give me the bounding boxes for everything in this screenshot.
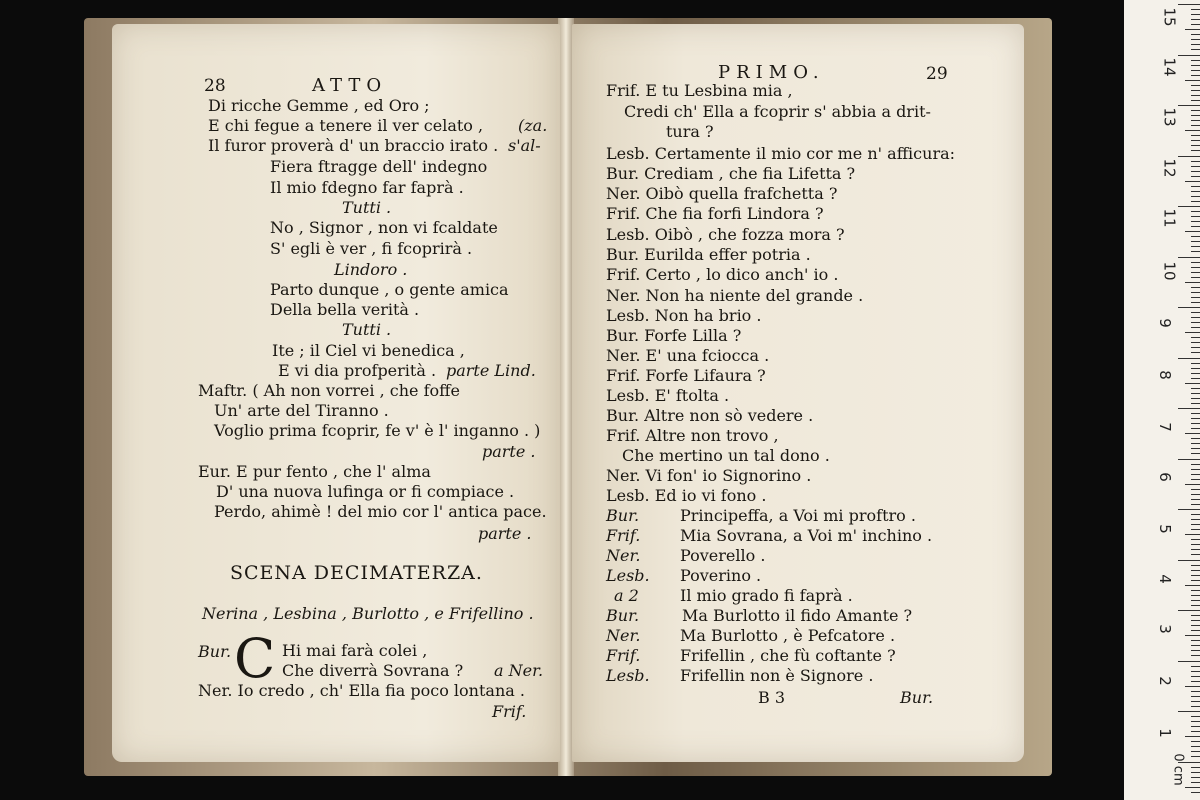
text-line: Credi ch' Ella a fcoprir s' abbia a drit-	[624, 102, 931, 121]
ruler-tick	[1191, 549, 1200, 550]
ruler-tick	[1178, 509, 1200, 510]
ruler-tick	[1191, 691, 1200, 692]
ruler-tick	[1178, 560, 1200, 561]
ruler-number: 8	[1155, 370, 1174, 380]
ruler-tick	[1191, 751, 1200, 752]
ruler-tick	[1191, 110, 1200, 111]
text-line: E chi fegue a tenere il ver celato ,	[208, 116, 484, 135]
ruler-tick	[1178, 408, 1200, 409]
ruler-tick	[1191, 363, 1200, 364]
ruler-tick	[1191, 741, 1200, 742]
ruler-tick	[1191, 681, 1200, 682]
ruler-tick	[1191, 418, 1200, 419]
text-line: Il furor proverà d' un braccio irato .	[208, 136, 499, 155]
ruler-tick	[1178, 711, 1200, 712]
ruler-tick	[1191, 393, 1200, 394]
ruler-tick	[1191, 135, 1200, 136]
ruler-tick	[1191, 44, 1200, 45]
text-line: S' egli è ver , fi fcoprirà .	[270, 239, 473, 258]
ruler-tick	[1191, 70, 1200, 71]
text-line: Ner. E' una fciocca .	[606, 346, 770, 365]
ruler-tick	[1191, 726, 1200, 727]
ruler-tick	[1191, 337, 1200, 338]
text-line: Lesb. Ed io vi fono .	[606, 486, 767, 505]
text-line: tura ?	[666, 122, 714, 141]
ruler-tick	[1191, 246, 1200, 247]
speaker-label: Frif.	[606, 526, 641, 545]
ruler-tick	[1191, 191, 1200, 192]
text-line: Ner. Oibò quella frafchetta ?	[606, 184, 838, 203]
speaker-text: Ma Burlotto il fido Amante ?	[682, 606, 913, 625]
speaker-label: Bur.	[606, 506, 640, 525]
text-line: D' una nuova lufinga or fi compiace .	[216, 482, 515, 501]
ruler-tick	[1191, 575, 1200, 576]
left-running-head: ATTO	[312, 75, 388, 96]
signature-mark: B 3	[758, 688, 786, 707]
ruler-tick	[1191, 287, 1200, 288]
ruler-tick	[1191, 570, 1200, 571]
text-line: Bur. Eurilda effer potria .	[606, 245, 811, 264]
ruler-tick	[1191, 211, 1200, 212]
ruler-tick	[1178, 257, 1200, 258]
text-line: Ner. Vi fon' io Signorino .	[606, 466, 812, 485]
right-running-head: PRIMO.	[718, 62, 825, 83]
left-page-number: 28	[204, 76, 226, 96]
ruler-tick	[1185, 29, 1200, 30]
text-line: Lesb. Certamente il mio cor me n' afficura:	[606, 144, 956, 163]
ruler-tick	[1191, 85, 1200, 86]
ruler-tick	[1191, 423, 1200, 424]
ruler-tick	[1191, 19, 1200, 20]
ruler-tick	[1191, 277, 1200, 278]
ruler-tick	[1191, 721, 1200, 722]
ruler-tick	[1191, 413, 1200, 414]
text-line: Ner. Non ha niente del grande .	[606, 286, 864, 305]
speaker-label: Lindoro .	[334, 260, 408, 279]
ruler-tick	[1191, 241, 1200, 242]
speaker-text: Mia Sovrana, a Voi m' inchino .	[680, 526, 933, 545]
text-line: Il mio fdegno far faprà .	[270, 178, 464, 197]
catchword: Bur.	[900, 688, 934, 707]
ruler-tick	[1178, 55, 1200, 56]
ruler-tick	[1191, 373, 1200, 374]
ruler-tick	[1191, 756, 1200, 757]
text-line: Della bella verità .	[270, 300, 420, 319]
ruler-tick	[1178, 358, 1200, 359]
ruler-tick	[1178, 206, 1200, 207]
text-line: E vi dia profperità .	[278, 361, 437, 380]
ruler-tick	[1191, 782, 1200, 783]
text-line: Ite ; il Ciel vi benedica ,	[272, 341, 465, 360]
ruler-tick	[1185, 484, 1200, 485]
ruler-tick	[1178, 4, 1200, 5]
ruler-tick	[1191, 267, 1200, 268]
ruler-tick	[1191, 428, 1200, 429]
ruler-tick	[1185, 534, 1200, 535]
ruler-tick	[1191, 221, 1200, 222]
text-line: Frif. Forfe Lifaura ?	[606, 366, 766, 385]
ruler-tick	[1178, 610, 1200, 611]
ruler-tick	[1191, 590, 1200, 591]
ruler-tick	[1191, 792, 1200, 793]
ruler-tick	[1185, 231, 1200, 232]
ruler-tick	[1191, 140, 1200, 141]
ruler-tick	[1178, 156, 1200, 157]
ruler-tick	[1191, 494, 1200, 495]
stage-direction: parte .	[482, 442, 536, 461]
ruler-tick	[1191, 166, 1200, 167]
text-line: Bur. Crediam , che fia Lifetta ?	[606, 164, 856, 183]
ruler-tick	[1191, 327, 1200, 328]
ruler-tick	[1191, 403, 1200, 404]
ruler-tick	[1191, 620, 1200, 621]
ruler-tick	[1191, 731, 1200, 732]
text-line: Voglio prima fcoprir, fe v' è l' inganno . )	[214, 421, 541, 440]
ruler-tick	[1191, 236, 1200, 237]
ruler-tick	[1191, 544, 1200, 545]
ruler-tick	[1191, 514, 1200, 515]
ruler-tick	[1191, 317, 1200, 318]
text-line: Lesb. E' ftolta .	[606, 386, 730, 405]
ruler-tick	[1185, 181, 1200, 182]
text-line: Che mertino un tal dono .	[622, 446, 830, 465]
speaker-text: Principeffa, a Voi mi proftro .	[680, 506, 916, 525]
text-line: Un' arte del Tiranno .	[214, 401, 389, 420]
ruler-tick	[1191, 398, 1200, 399]
ruler-tick	[1185, 736, 1200, 737]
ruler-tick	[1191, 630, 1200, 631]
ruler-tick	[1191, 524, 1200, 525]
ruler-tick	[1191, 655, 1200, 656]
ruler-tick	[1185, 585, 1200, 586]
ruler-number: 6	[1155, 472, 1174, 482]
right-page-number: 29	[926, 64, 948, 84]
ruler-tick	[1191, 605, 1200, 606]
ruler-tick	[1191, 469, 1200, 470]
ruler-tick	[1185, 332, 1200, 333]
ruler-tick	[1191, 150, 1200, 151]
speaker-text: Ma Burlotto , è Pefcatore .	[680, 626, 896, 645]
text-line: Bur. Forfe Lilla ?	[606, 326, 742, 345]
ruler-tick	[1191, 39, 1200, 40]
speaker-label: Ner.	[606, 626, 641, 645]
ruler-tick	[1191, 297, 1200, 298]
ruler-tick	[1191, 499, 1200, 500]
ruler-tick	[1191, 701, 1200, 702]
ruler-tick	[1185, 433, 1200, 434]
ruler-tick	[1191, 464, 1200, 465]
text-line: Frif. Certo , lo dico anch' io .	[606, 265, 839, 284]
speaker-label: Ner.	[606, 546, 641, 565]
ruler-tick	[1191, 75, 1200, 76]
text-line: Parto dunque , o gente amica	[270, 280, 509, 299]
ruler-number: 4	[1155, 574, 1174, 584]
speaker-label: Lesb.	[606, 566, 650, 585]
ruler-tick	[1191, 120, 1200, 121]
ruler-tick	[1191, 388, 1200, 389]
ruler-tick	[1191, 262, 1200, 263]
ruler-tick	[1178, 661, 1200, 662]
ruler-tick	[1191, 565, 1200, 566]
ruler-tick	[1191, 34, 1200, 35]
speaker-label: Bur.	[606, 606, 640, 625]
text-line: Frif. E tu Lesbina mia ,	[606, 81, 793, 100]
ruler-tick	[1191, 772, 1200, 773]
ruler-tick	[1191, 650, 1200, 651]
ruler-number: 11	[1160, 208, 1179, 228]
ruler-number: 15	[1160, 7, 1179, 27]
ruler-tick	[1191, 171, 1200, 172]
text-line: Frif. Altre non trovo ,	[606, 426, 779, 445]
text-line: Eur. E pur fento , che l' alma	[198, 462, 431, 481]
speaker-label: a 2	[614, 586, 639, 605]
ruler-tick	[1191, 368, 1200, 369]
scene-title: SCENA DECIMATERZA.	[230, 562, 483, 584]
ruler-tick	[1191, 90, 1200, 91]
ruler-tick	[1191, 322, 1200, 323]
ruler-tick	[1191, 777, 1200, 778]
speaker-label: Tutti .	[342, 198, 392, 217]
ruler-tick	[1185, 787, 1200, 788]
ruler-tick	[1191, 60, 1200, 61]
ruler-unit: 0 cm	[1170, 753, 1186, 786]
ruler-tick	[1178, 459, 1200, 460]
ruler-tick	[1191, 519, 1200, 520]
ruler-tick	[1191, 186, 1200, 187]
ruler-number: 2	[1155, 676, 1174, 686]
ruler-tick	[1191, 529, 1200, 530]
text-line: Ner. Io credo , ch' Ella fia poco lontana .	[198, 681, 525, 700]
ruler-tick	[1185, 686, 1200, 687]
ruler-tick	[1191, 196, 1200, 197]
ruler-number: 7	[1155, 422, 1174, 432]
text-line: Fiera ftragge dell' indegno	[270, 157, 488, 176]
ruler-tick	[1178, 307, 1200, 308]
ruler-tick	[1191, 666, 1200, 667]
ruler-tick	[1185, 80, 1200, 81]
ruler-tick	[1191, 49, 1200, 50]
ruler-tick	[1191, 226, 1200, 227]
ruler-tick	[1185, 635, 1200, 636]
ruler-tick	[1191, 595, 1200, 596]
ruler-tick	[1191, 554, 1200, 555]
ruler-tick	[1185, 282, 1200, 283]
speaker-text: Poverino .	[680, 566, 762, 585]
text-line: Lesb. Oibò , che fozza mora ?	[606, 225, 845, 244]
ruler-tick	[1191, 489, 1200, 490]
ruler-tick	[1185, 130, 1200, 131]
speaker-text: Poverello .	[680, 546, 766, 565]
ruler-tick	[1191, 14, 1200, 15]
ruler-tick	[1191, 352, 1200, 353]
ruler-tick	[1191, 161, 1200, 162]
ruler-tick	[1191, 453, 1200, 454]
text-line: Maftr. ( Ah non vorrei , che foffe	[198, 381, 460, 400]
ruler-tick	[1191, 625, 1200, 626]
ruler-tick	[1191, 100, 1200, 101]
speaker-label: Frif.	[606, 646, 641, 665]
ruler-tick	[1191, 125, 1200, 126]
ruler-tick	[1191, 746, 1200, 747]
ruler-number: 9	[1155, 318, 1174, 328]
ruler-tick	[1191, 9, 1200, 10]
ruler-tick	[1191, 145, 1200, 146]
speaker-text: Il mio grado fi faprà .	[680, 586, 853, 605]
ruler-tick	[1185, 383, 1200, 384]
ruler-tick	[1191, 216, 1200, 217]
ruler-tick	[1191, 292, 1200, 293]
text-line: Hi mai farà colei ,	[282, 641, 428, 660]
scene-characters: Nerina , Lesbina , Burlotto , e Frifellino .	[202, 604, 534, 623]
text-line: Frif. Che fia forfi Lindora ?	[606, 204, 824, 223]
speaker-text: Frifellin non è Signore .	[680, 666, 874, 685]
ruler-tick	[1191, 65, 1200, 66]
stage-direction: a Ner.	[494, 661, 544, 680]
text-line: Perdo, ahimè ! del mio cor l' antica pace.	[214, 502, 547, 521]
text-line: No , Signor , non vi fcaldate	[270, 218, 498, 237]
ruler-tick	[1191, 615, 1200, 616]
ruler-tick	[1191, 706, 1200, 707]
ruler-tick	[1191, 716, 1200, 717]
ruler-tick	[1191, 539, 1200, 540]
ruler-tick	[1191, 24, 1200, 25]
ruler-tick	[1178, 105, 1200, 106]
ruler-tick	[1191, 443, 1200, 444]
text-line: Lesb. Non ha brio .	[606, 306, 762, 325]
stage-direction: parte Lind.	[446, 361, 536, 380]
ruler-tick	[1191, 479, 1200, 480]
speaker-text: Frifellin , che fù coftante ?	[680, 646, 896, 665]
measurement-ruler	[1124, 0, 1200, 800]
ruler-tick	[1191, 640, 1200, 641]
speaker-label: Tutti .	[342, 320, 392, 339]
ruler-tick	[1191, 201, 1200, 202]
ruler-tick	[1191, 302, 1200, 303]
margin-note: (za.	[518, 116, 548, 135]
ruler-tick	[1191, 176, 1200, 177]
speaker-label: Bur.	[198, 642, 232, 661]
ruler-tick	[1191, 272, 1200, 273]
right-page	[572, 24, 1024, 762]
ruler-number: 14	[1160, 57, 1179, 77]
ruler-tick	[1191, 696, 1200, 697]
text-line: Bur. Altre non sò vedere .	[606, 406, 814, 425]
ruler-tick	[1191, 312, 1200, 313]
ruler-tick	[1191, 448, 1200, 449]
ruler-number: 5	[1155, 524, 1174, 534]
drop-cap: C	[234, 627, 276, 690]
ruler-tick	[1191, 474, 1200, 475]
text-line: Che diverrà Sovrana ?	[282, 661, 464, 680]
ruler-tick	[1191, 251, 1200, 252]
ruler-tick	[1191, 580, 1200, 581]
ruler-tick	[1191, 438, 1200, 439]
ruler-tick	[1191, 676, 1200, 677]
ruler-number: 10	[1160, 261, 1179, 281]
ruler-tick	[1191, 115, 1200, 116]
ruler-tick	[1191, 645, 1200, 646]
ruler-tick	[1191, 95, 1200, 96]
ruler-tick	[1191, 767, 1200, 768]
catchword: Frif.	[492, 702, 527, 721]
ruler-number: 12	[1160, 158, 1179, 178]
ruler-tick	[1191, 671, 1200, 672]
ruler-tick	[1191, 600, 1200, 601]
ruler-tick	[1191, 504, 1200, 505]
text-line: Di ricche Gemme , ed Oro ;	[208, 96, 430, 115]
ruler-tick	[1191, 378, 1200, 379]
ruler-number: 3	[1155, 624, 1174, 634]
margin-note: s'al-	[508, 136, 541, 155]
ruler-tick	[1191, 347, 1200, 348]
speaker-label: Lesb.	[606, 666, 650, 685]
left-page	[112, 24, 560, 762]
ruler-tick	[1191, 342, 1200, 343]
ruler-number: 1	[1155, 728, 1174, 738]
ruler-number: 13	[1160, 107, 1179, 127]
stage-direction: parte .	[478, 524, 532, 543]
